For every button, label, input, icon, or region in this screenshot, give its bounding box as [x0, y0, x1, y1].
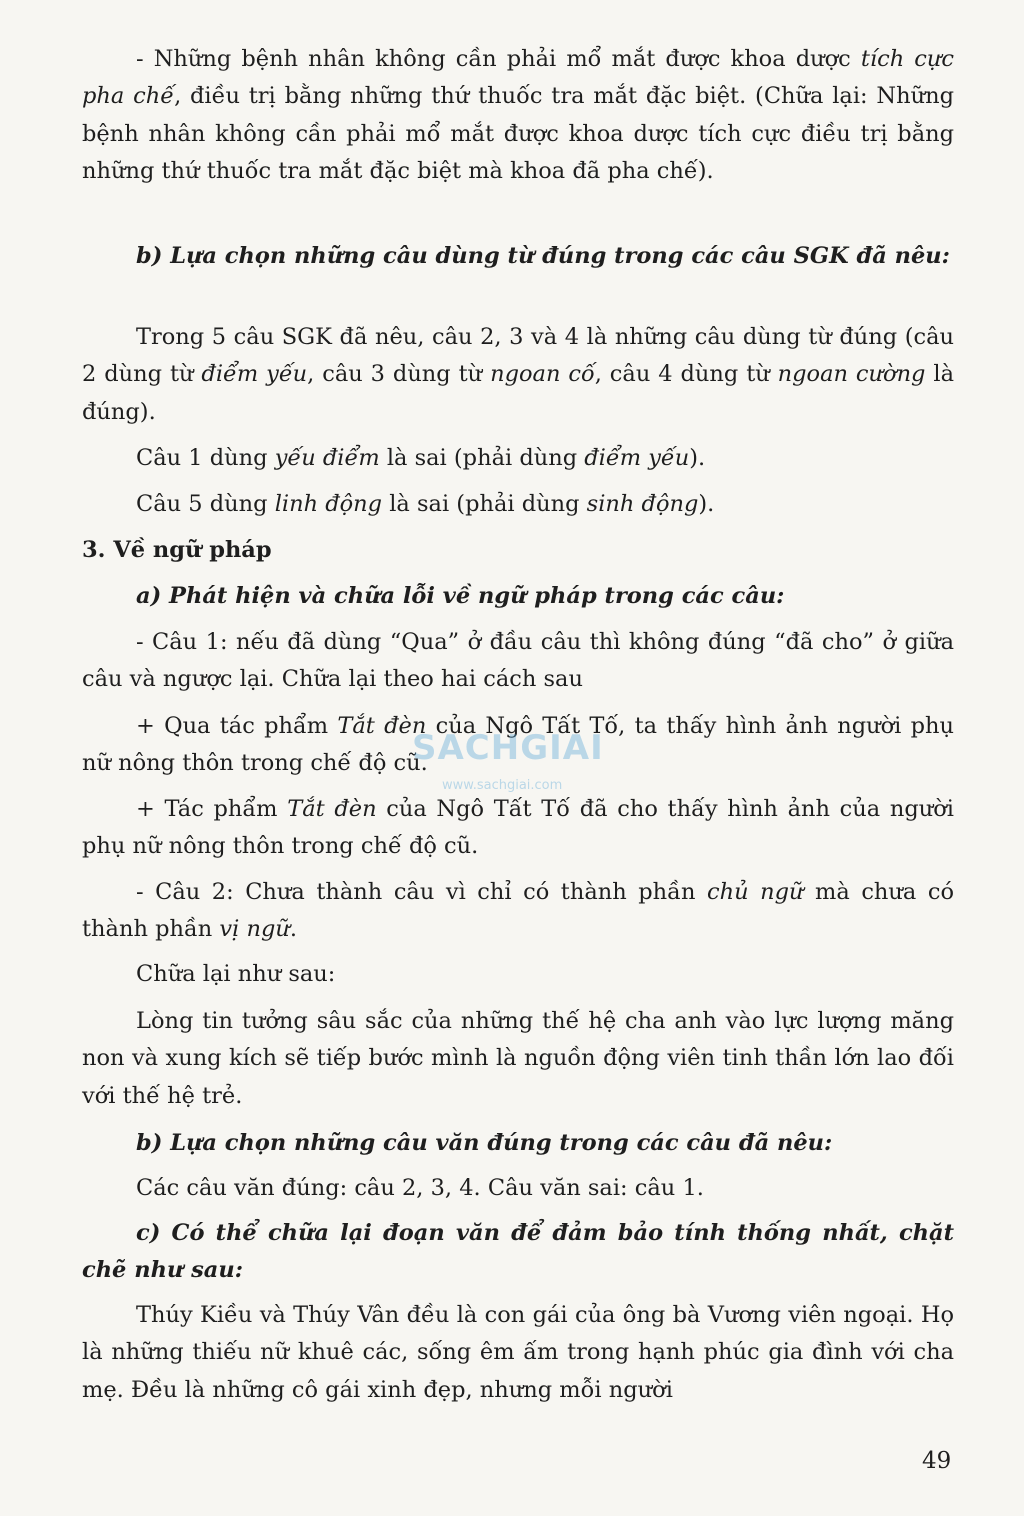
paragraph-p15 [82, 1170, 954, 1207]
text-run: Chữa lại như sau: [136, 961, 336, 987]
italic-run: chủ ngữ [706, 879, 804, 905]
text-run: + Qua tác phẩm [136, 713, 338, 739]
text-run: Lòng tin tưởng sâu sắc của những thế hệ cha anh vào lực lượng măng non và xung kích sẽ tiếp bước mình là nguồn động viên tinh thần lớn lao đối với thế hệ trẻ. [82, 1008, 954, 1109]
text-run: c) Có thể chữa lại đoạn văn để đảm bảo tính thống nhất, chặt chẽ như sau: [82, 1220, 954, 1284]
heading-b-correct-sentences [82, 1125, 954, 1162]
italic-run: sinh động [586, 491, 699, 517]
paragraph-p9 [82, 708, 954, 783]
text-run: 3. Về ngữ pháp [82, 537, 272, 563]
italic-run: ngoan cố [490, 361, 595, 388]
text-run: , câu 3 dùng từ [307, 361, 491, 388]
text-run: ). [698, 491, 715, 517]
section-heading-grammar [82, 532, 954, 569]
paragraph-p12 [82, 956, 954, 993]
text-run: Câu 5 dùng [136, 491, 275, 517]
text-run: - Câu 1: nếu đã dùng “Qua” ở đầu câu thì không đúng “đã cho” ở giữa câu và ngược lại. Chữa lại theo hai cách sau [82, 629, 954, 693]
text-run: là đúng). [82, 361, 955, 425]
paragraph-p1 [82, 41, 954, 190]
paragraph-p3 [82, 319, 954, 431]
page-number: 49 [922, 1448, 952, 1474]
text-run: - Những bệnh nhân không cần phải mổ mắt được khoa dược [136, 46, 861, 72]
text-run: Thúy Kiều và Thúy Vân đều là con gái của ông bà Vương viên ngoại. Họ là những thiếu nữ khuê các, sống êm ấm trong hạnh phúc gia đình với cha mẹ. Đều là những cô gái xinh đẹp, nhưng mỗi người [82, 1302, 954, 1403]
text-run: là sai (phải dùng [379, 445, 585, 471]
text-run: của Ngô Tất Tố đã cho thấy hình ảnh của người phụ nữ nông thôn trong chế độ cũ. [82, 796, 954, 860]
text-run: a) Phát hiện và chữa lỗi về ngữ pháp trong các câu: [136, 583, 785, 609]
italic-run: điểm yếu [201, 361, 308, 388]
text-run: - Câu 2: Chưa thành câu vì chỉ có thành phần [136, 879, 707, 905]
text-run: Câu 1 dùng [136, 445, 275, 471]
text-run: b) Lựa chọn những câu dùng từ đúng trong các câu SGK đã nêu: [136, 243, 950, 269]
italic-run: Tắt đèn [287, 796, 377, 822]
paragraph-p13 [82, 1003, 954, 1115]
italic-run: tích cực pha chế [82, 46, 954, 110]
paragraph-p8 [82, 624, 954, 699]
italic-run: linh động [274, 491, 383, 517]
text-run: . [289, 916, 298, 943]
paragraph-p17 [82, 1297, 954, 1409]
text-run: b) Lựa chọn những câu văn đúng trong các câu đã nêu: [136, 1130, 833, 1156]
paragraph-p4 [82, 440, 954, 477]
heading-b-word-choice [82, 238, 954, 275]
italic-run: Tắt đèn [337, 713, 427, 739]
text-run: Các câu văn đúng: câu 2, 3, 4. Câu văn sai: câu 1. [136, 1175, 704, 1201]
text-run: mà chưa có thành phần [82, 879, 954, 943]
watermark-text: SACHGIAI [412, 728, 604, 768]
paragraph-p11 [82, 874, 954, 949]
italic-run: ngoan cường [777, 361, 926, 388]
italic-run: điểm yếu [584, 445, 690, 471]
text-run: , điều trị bằng những thứ thuốc tra mắt đặc biệt. (Chữa lại: Những bệnh nhân không cần phải mổ mắt được khoa dược tích cực điều trị bằng những thứ thuốc tra mắt đặc biệt mà khoa đã pha chế). [82, 83, 954, 184]
text-run: , câu 4 dùng từ [594, 361, 778, 388]
paragraph-p10 [82, 791, 954, 866]
text-run: của Ngô Tất Tố, ta thấy hình ảnh người phụ nữ nông thôn trong chế độ cũ. [82, 713, 955, 777]
italic-run: vị ngữ [219, 916, 290, 943]
italic-run: yếu điểm [274, 445, 380, 471]
heading-a-grammar-errors [82, 578, 954, 615]
text-run: Trong 5 câu SGK đã nêu, câu 2, 3 và 4 là những câu dùng từ đúng (câu 2 dùng từ [82, 324, 954, 388]
paragraph-p5 [82, 486, 954, 523]
watermark-url: www.sachgiai.com [442, 778, 563, 793]
text-run: là sai (phải dùng [382, 491, 587, 517]
text-run: ). [689, 445, 706, 471]
heading-c-paragraph-fix [82, 1215, 954, 1290]
text-run: + Tác phẩm [136, 796, 288, 822]
